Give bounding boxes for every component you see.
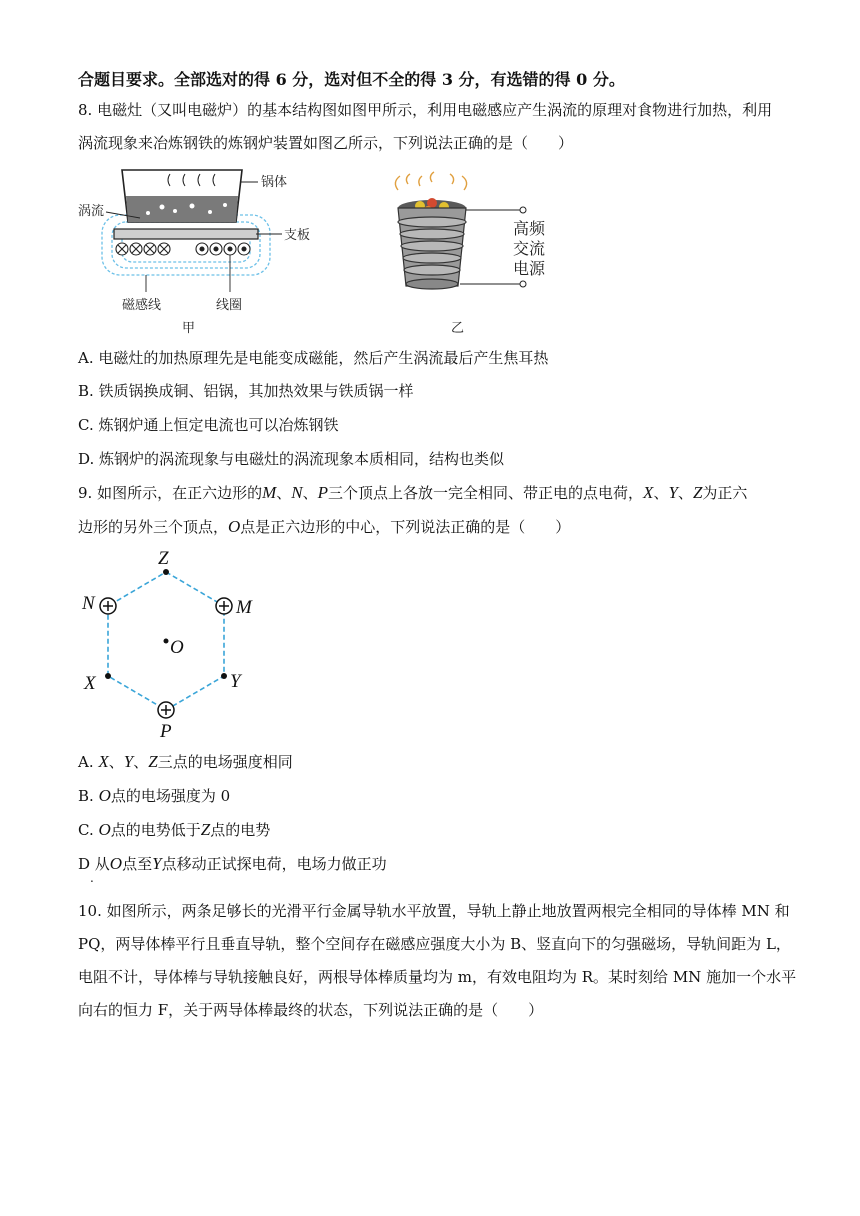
label-m: M	[236, 597, 252, 618]
label-z: Z	[158, 548, 169, 569]
q10-line1: 10. 如图所示，两条足够长的光滑平行金属导轨水平放置，导轨上静止地放置两根完全相同的导体棒 MN 和	[78, 902, 790, 920]
vertex-z	[163, 569, 169, 575]
plate	[114, 229, 258, 239]
label-coil: 线圈	[216, 298, 243, 313]
q8-option-d: D. 炼钢炉的涡流现象与电磁灶的涡流现象本质相同，结构也类似	[78, 450, 505, 468]
q9-hexagon-figure	[70, 545, 280, 745]
q9-option-a: A. X、Y、Z三点的电场强度相同	[78, 752, 293, 771]
center-o	[164, 639, 169, 644]
q9-stem-line2: 边形的另外三个顶点，O点是正六边形的中心，下列说法正确的是（ ）	[78, 517, 571, 536]
label-hf-2: 交流	[513, 239, 546, 258]
q8-figure-yi	[380, 172, 560, 342]
charge-p-icon	[158, 702, 174, 718]
caption-yi: 乙	[451, 321, 465, 336]
label-hf-3: 电源	[513, 259, 546, 278]
furnace-body	[398, 208, 466, 289]
label-y: Y	[230, 671, 241, 692]
q9-option-d: D 从O点至Y点移动正试探电荷，电场力做正功	[78, 854, 387, 873]
label-plate: 支板	[284, 228, 311, 243]
label-n: N	[82, 593, 95, 614]
q10-line4: 向右的恒力 F，关于两导体棒最终的状态，下列说法正确的是（ ）	[78, 1001, 544, 1019]
caption-jia: 甲	[182, 321, 196, 336]
q10-line3: 电阻不计，导体棒与导轨接触良好，两根导体棒质量均为 m，有效电阻均为 R。某时刻给 MN 施加一个水平	[78, 968, 797, 986]
section-instruction: 合题目要求。全部选对的得 6 分，选对但不全的得 3 分，有选错的得 0 分。	[78, 70, 625, 89]
charge-m-icon	[216, 598, 232, 614]
label-hf-1: 高频	[513, 219, 546, 238]
q9-option-d-dot: .	[90, 871, 94, 885]
label-x: X	[84, 673, 96, 694]
label-o: O	[170, 637, 184, 658]
vertex-y	[221, 673, 227, 679]
q8-option-c: C. 炼钢炉通上恒定电流也可以冶炼钢铁	[78, 416, 339, 434]
q8-option-a: A. 电磁灶的加热原理先是电能变成磁能，然后产生涡流最后产生焦耳热	[78, 349, 549, 367]
q8-figure-jia	[70, 160, 330, 340]
coil-icon	[116, 243, 250, 255]
pot-icon	[122, 170, 242, 222]
flame-icon	[395, 172, 466, 190]
q8-stem-line2: 涡流现象来冶炼钢铁的炼钢炉装置如图乙所示，下列说法正确的是（ ）	[78, 134, 574, 152]
q9-stem-line1: 9. 如图所示，在正六边形的M、N、P三个顶点上各放一完全相同、带正电的点电荷，X、Y、Z为正六	[78, 483, 748, 502]
q8-stem-line1: 8. 电磁灶（又叫电磁炉）的基本结构图如图甲所示，利用电磁感应产生涡流的原理对食物进行加热，利用	[78, 101, 773, 119]
charge-n-icon	[100, 598, 116, 614]
label-p: P	[160, 721, 172, 742]
label-pot: 锅体	[261, 175, 288, 190]
q10-line2: PQ，两导体棒平行且垂直导轨，整个空间存在磁感应强度大小为 B、竖直向下的匀强磁场，导轨间距为 L，	[78, 935, 791, 953]
q9-option-c: C. O点的电势低于Z点的电势	[78, 820, 271, 839]
q9-option-b: B. O点的电场强度为 0	[78, 786, 231, 805]
q8-option-b: B. 铁质锅换成铜、铝锅，其加热效果与铁质锅一样	[78, 382, 414, 400]
label-eddy: 涡流	[78, 204, 105, 219]
vertex-x	[105, 673, 111, 679]
label-field-lines: 磁感线	[122, 298, 162, 313]
